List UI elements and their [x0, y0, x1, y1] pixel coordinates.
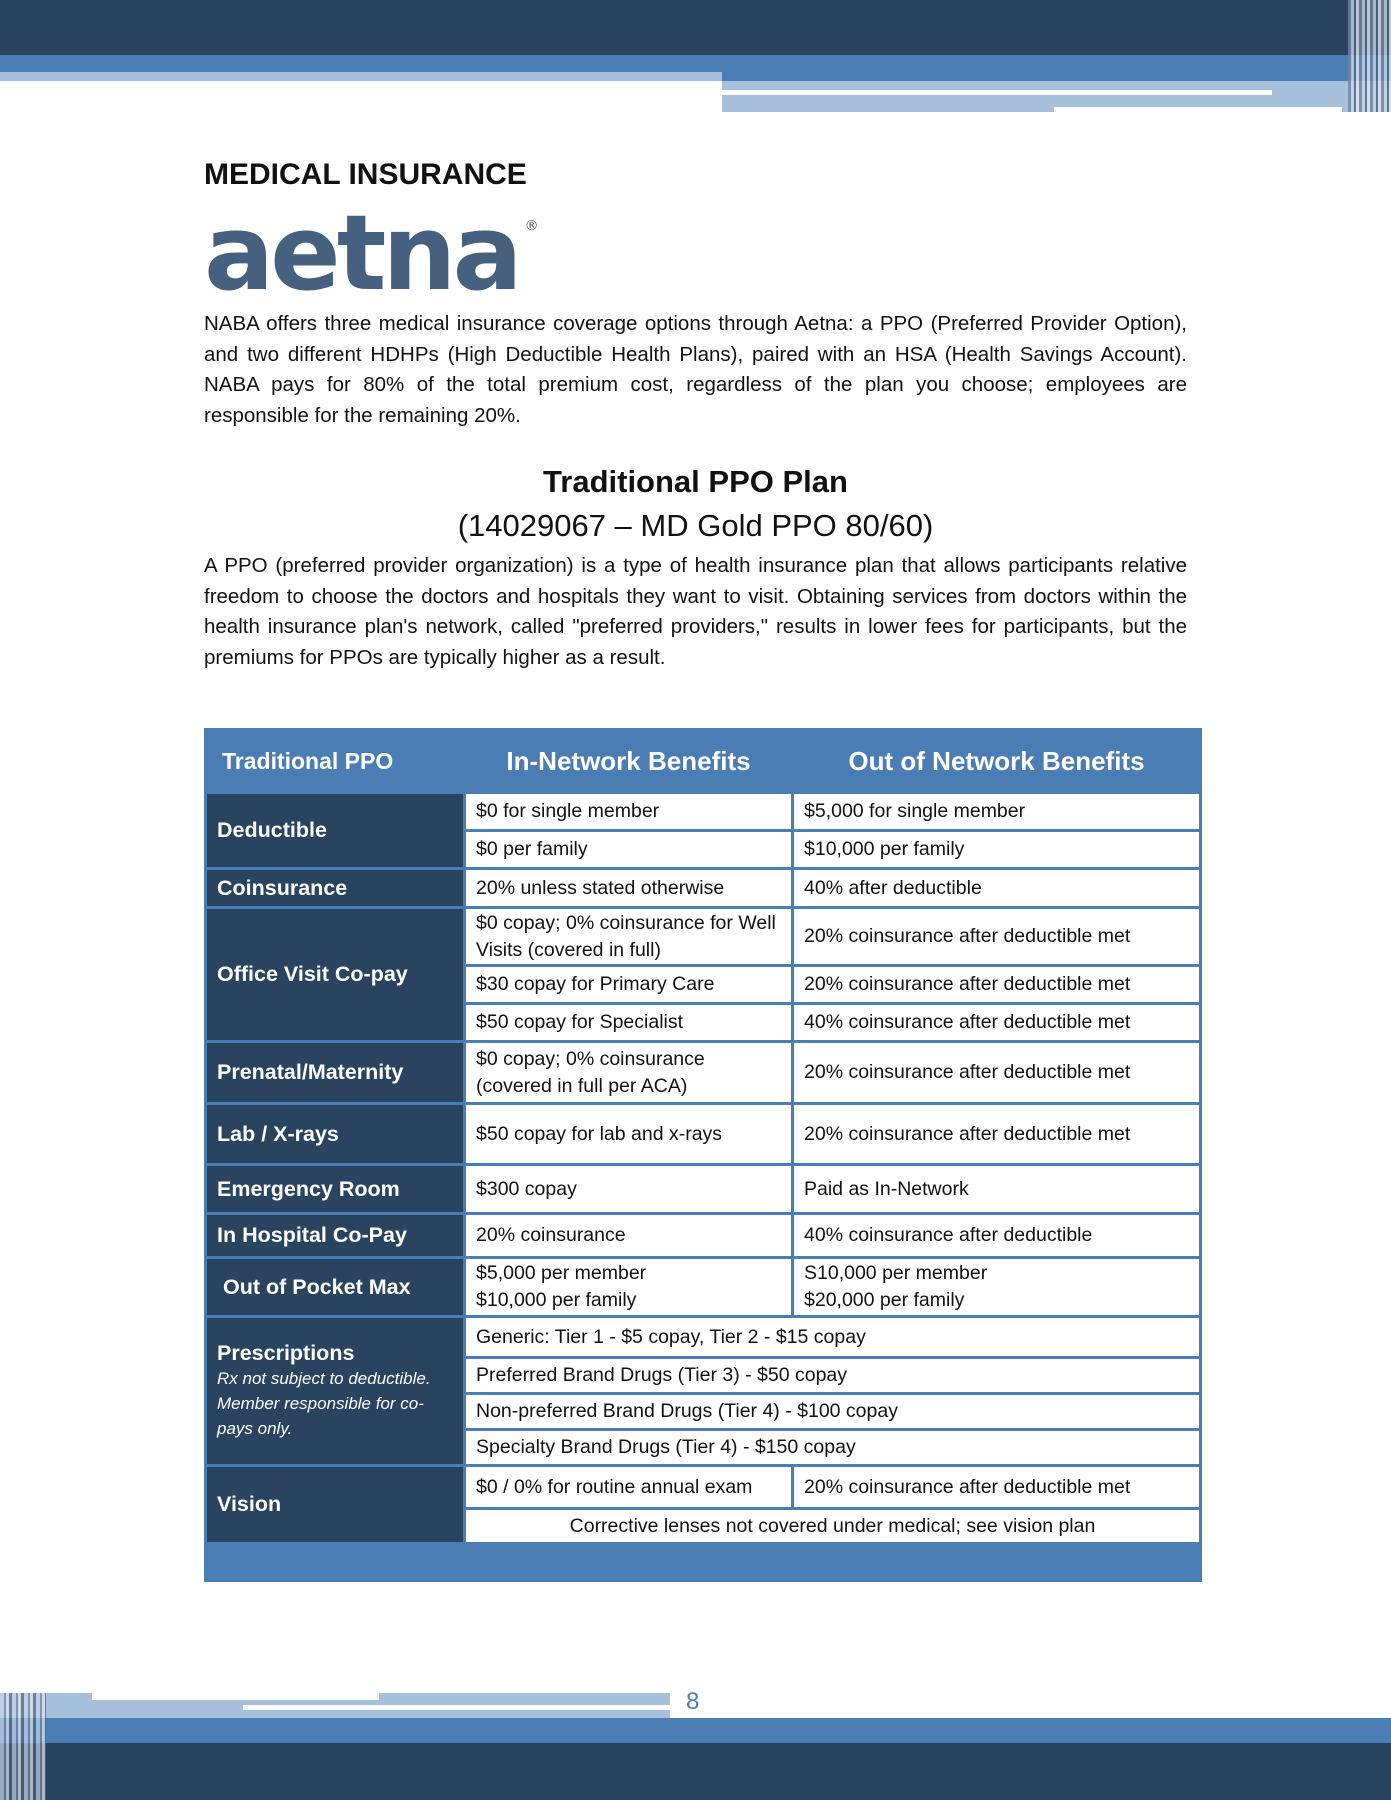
cell: 40% after deductible: [794, 870, 1199, 906]
table-row: [207, 1105, 1199, 1163]
cell: [794, 1259, 1199, 1315]
table-row: [207, 1318, 1199, 1356]
header-out-network: Out of Network Benefits: [848, 745, 1145, 776]
row-label-prescriptions: [207, 1318, 463, 1464]
footer-white-line-2: [243, 1705, 670, 1710]
registered-mark: ®: [524, 218, 539, 234]
row-label-prenatal: Prenatal/Maternity: [207, 1043, 463, 1102]
logo-text: aetna: [204, 192, 519, 314]
cell: 20% coinsurance: [466, 1215, 791, 1256]
table-row: [207, 794, 1199, 829]
header-in-network: In-Network Benefits: [506, 745, 751, 776]
plan-description: A PPO (preferred provider organization) is a type of health insurance plan that allows participants relative freedom to choose the doctors and hospitals they want to visit. Obtaining services from doctors within the health insurance plan's network, called "preferred providers," results in lower fees for participants, but the premiums for PPOs are typically higher as a result.: [204, 554, 1187, 669]
header-vertical-lines: [1348, 0, 1391, 112]
header-plan: Traditional PPO: [222, 747, 394, 774]
header-white-line: [722, 90, 1272, 95]
cell: Corrective lenses not covered under medical; see vision plan: [466, 1510, 1199, 1542]
cell: 20% coinsurance after deductible met: [794, 967, 1199, 1002]
header-band-light: [0, 72, 722, 81]
cell: $5,000 for single member: [794, 794, 1199, 829]
row-label-office-visit: Office Visit Co-pay: [207, 909, 463, 1040]
row-label-deductible: Deductible: [207, 794, 463, 867]
table-row: [207, 870, 1199, 906]
intro-paragraph: NABA offers three medical insurance coverage options through Aetna: a PPO (Preferred Provider Option), and two different HDHPs (High Deductible Health Plans), paired with an HSA (Health Savings Account). NABA pays for 80% of the total premium cost, regardless of the plan you choose; employees are responsible for the remaining 20%.: [204, 312, 1187, 427]
cell-line: S10,000 per member: [804, 1262, 988, 1284]
footer-bar-cell: [207, 1545, 1199, 1579]
cell: 20% coinsurance after deductible met: [794, 1105, 1199, 1163]
page-number: 8: [686, 1688, 700, 1715]
cell: 20% coinsurance after deductible met: [794, 1043, 1199, 1102]
cell: $0 copay; 0% coinsurance (covered in full per ACA): [466, 1043, 791, 1102]
header-white-block: [1054, 107, 1342, 112]
table-footer-bar: [207, 1545, 1199, 1579]
cell: Specialty Brand Drugs (Tier 4) - $150 copay: [466, 1431, 1199, 1464]
cell: Non-preferred Brand Drugs (Tier 4) - $100 copay: [466, 1395, 1199, 1428]
footer-band-mid: [0, 1718, 1391, 1743]
cell: 20% coinsurance after deductible met: [794, 909, 1199, 964]
cell: 40% coinsurance after deductible: [794, 1215, 1199, 1256]
table-row: [207, 909, 1199, 964]
cell: $50 copay for Specialist: [466, 1005, 791, 1040]
cell: $0 for single member: [466, 794, 791, 829]
cell: 40% coinsurance after deductible met: [794, 1005, 1199, 1040]
table-header-row: [207, 731, 1199, 791]
cell-line: $20,000 per family: [804, 1289, 965, 1311]
cell: $50 copay for lab and x-rays: [466, 1105, 791, 1163]
section-heading: MEDICAL INSURANCE: [204, 158, 527, 191]
footer-vertical-lines: [0, 1693, 46, 1800]
row-label-hospital: In Hospital Co-Pay: [207, 1215, 463, 1256]
table-row: [207, 1166, 1199, 1212]
cell: Generic: Tier 1 - $5 copay, Tier 2 - $15 copay: [466, 1318, 1199, 1356]
cell: $0 per family: [466, 832, 791, 867]
row-label-er: Emergency Room: [207, 1166, 463, 1212]
cell-line: $5,000 per member: [476, 1262, 647, 1284]
cell: Preferred Brand Drugs (Tier 3) - $50 copay: [466, 1359, 1199, 1392]
cell-line: $10,000 per family: [476, 1289, 637, 1311]
table-row: [207, 1043, 1199, 1102]
cell: $300 copay: [466, 1166, 791, 1212]
cell: $0 copay; 0% coinsurance for Well Visits (covered in full): [466, 909, 791, 964]
row-label-oop: Out of Pocket Max: [207, 1259, 463, 1315]
row-label-vision: Vision: [207, 1467, 463, 1542]
rx-note: Rx not subject to deductible. Member responsible for co-pays only.: [217, 1369, 431, 1438]
benefits-table: [204, 728, 1202, 1582]
footer-white-line-1: [92, 1693, 379, 1700]
cell: Paid as In-Network: [794, 1166, 1199, 1212]
plan-title: Traditional PPO Plan: [543, 464, 848, 499]
table-row: [207, 1215, 1199, 1256]
footer-band-dark: [0, 1743, 1391, 1800]
table-row: [207, 1467, 1199, 1507]
cell: 20% coinsurance after deductible met: [794, 1467, 1199, 1507]
cell: $0 / 0% for routine annual exam: [466, 1467, 791, 1507]
rx-label: Prescriptions: [217, 1341, 355, 1365]
row-label-coinsurance: Coinsurance: [207, 870, 463, 906]
row-label-lab: Lab / X-rays: [207, 1105, 463, 1163]
cell: $30 copay for Primary Care: [466, 967, 791, 1002]
cell: $10,000 per family: [794, 832, 1199, 867]
header-band-dark: [0, 0, 1391, 55]
aetna-logo: [204, 192, 539, 314]
table-row: [207, 1259, 1199, 1315]
cell: [466, 1259, 791, 1315]
plan-subtitle: (14029067 – MD Gold PPO 80/60): [457, 508, 934, 543]
cell: 20% unless stated otherwise: [466, 870, 791, 906]
